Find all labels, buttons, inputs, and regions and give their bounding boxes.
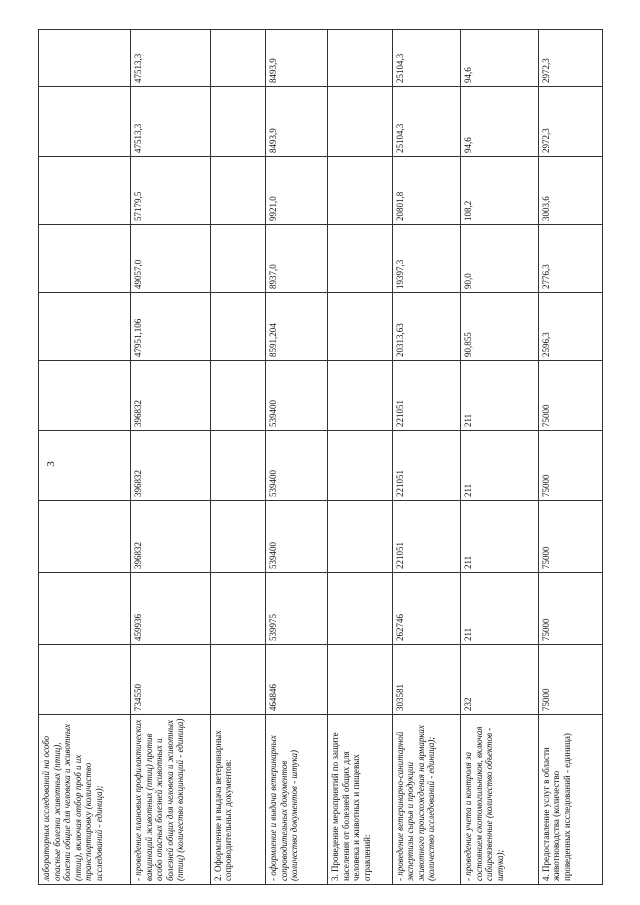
- value-cell: [210, 225, 266, 293]
- row-label: 2. Оформление и выдача ветеринарных сопроводительных документов:: [210, 715, 266, 885]
- value-cell: 539975: [266, 573, 328, 645]
- value-cell: 75000: [538, 501, 602, 573]
- value-cell: 75000: [538, 645, 602, 715]
- value-cell: [39, 361, 131, 431]
- value-cell: [210, 573, 266, 645]
- value-cell: 25104,3: [392, 30, 461, 87]
- value-cell: [210, 501, 266, 573]
- page-number: 3: [45, 461, 57, 467]
- table-row: [328, 30, 392, 885]
- value-cell: 539400: [266, 361, 328, 431]
- value-cell: 396832: [131, 501, 210, 573]
- value-cell: 2972,3: [538, 30, 602, 87]
- value-cell: 75000: [538, 573, 602, 645]
- value-cell: 221051: [392, 501, 461, 573]
- table-row: [39, 30, 131, 885]
- table-body: [39, 30, 603, 885]
- row-label: - проведение учета и контроля за состоянием скотомогильников, включая сибиреязвенные (количество объектов - штука);: [461, 715, 538, 885]
- value-cell: 232: [461, 645, 538, 715]
- value-cell: 539400: [266, 501, 328, 573]
- value-cell: [328, 225, 392, 293]
- value-cell: [328, 293, 392, 361]
- value-cell: [328, 573, 392, 645]
- value-cell: 9921,0: [266, 157, 328, 225]
- table-row: [266, 30, 328, 885]
- value-cell: 211: [461, 361, 538, 431]
- value-cell: [39, 431, 131, 501]
- value-cell: [328, 431, 392, 501]
- value-cell: [328, 30, 392, 87]
- value-cell: 2596,3: [538, 293, 602, 361]
- table-row: [392, 30, 461, 885]
- value-cell: 396832: [131, 431, 210, 501]
- value-cell: 90,0: [461, 225, 538, 293]
- value-cell: 8493,9: [266, 30, 328, 87]
- value-cell: 47951,106: [131, 293, 210, 361]
- value-cell: 303581: [392, 645, 461, 715]
- value-cell: 20313,63: [392, 293, 461, 361]
- value-cell: 8937,0: [266, 225, 328, 293]
- value-cell: 2972,3: [538, 87, 602, 157]
- row-label: - проведение плановых профилактических вакцинаций животных (птиц) против особо опасных болезней животных и болезней общих для человека и животных (птиц) (количество вакцинаций - единица): [131, 715, 210, 885]
- row-label: 4. Предоставление услуг в области животноводства (количество проведенных исследований - единица): [538, 715, 602, 885]
- value-cell: 211: [461, 501, 538, 573]
- table-row: [538, 30, 602, 885]
- value-cell: [328, 157, 392, 225]
- row-label: 3. Проведение мероприятий по защите населения от болезней общих для человека и животных и пищевых отравлений:: [328, 715, 392, 885]
- value-cell: [39, 645, 131, 715]
- value-cell: 94,6: [461, 87, 538, 157]
- value-cell: 25104,3: [392, 87, 461, 157]
- value-cell: [210, 361, 266, 431]
- data-table: [38, 29, 603, 885]
- value-cell: 47513,3: [131, 30, 210, 87]
- value-cell: 459936: [131, 573, 210, 645]
- row-label: лабораторных исследований на особо опасные болезни животных (птиц), болезни общие для человека и животных (птиц), включая отбор проб и их транспортировку (количество исследований - единица);: [39, 715, 131, 885]
- table-row: [210, 30, 266, 885]
- value-cell: 75000: [538, 361, 602, 431]
- value-cell: 75000: [538, 431, 602, 501]
- rotated-table-container: [38, 30, 603, 885]
- value-cell: 211: [461, 573, 538, 645]
- value-cell: 19397,3: [392, 225, 461, 293]
- value-cell: [328, 501, 392, 573]
- value-cell: [210, 87, 266, 157]
- value-cell: 262746: [392, 573, 461, 645]
- value-cell: [39, 30, 131, 87]
- value-cell: [328, 645, 392, 715]
- value-cell: [210, 157, 266, 225]
- value-cell: [39, 87, 131, 157]
- value-cell: 8493,9: [266, 87, 328, 157]
- value-cell: [328, 87, 392, 157]
- value-cell: 20801,8: [392, 157, 461, 225]
- value-cell: 90,855: [461, 293, 538, 361]
- value-cell: [328, 361, 392, 431]
- value-cell: 221051: [392, 431, 461, 501]
- value-cell: 47513,3: [131, 87, 210, 157]
- value-cell: 464846: [266, 645, 328, 715]
- row-label: - проведение ветеринарно-санитарной экспертизы сырья и продукции животного происхождения на ярмарках (количество исследований - единица);: [392, 715, 461, 885]
- value-cell: 539400: [266, 431, 328, 501]
- value-cell: [210, 293, 266, 361]
- value-cell: [39, 573, 131, 645]
- value-cell: 49057,0: [131, 225, 210, 293]
- value-cell: [39, 157, 131, 225]
- value-cell: [210, 30, 266, 87]
- value-cell: [210, 431, 266, 501]
- value-cell: 734550: [131, 645, 210, 715]
- row-label: - оформление и выдача ветеринарных сопроводительных документов (количество документов - штука): [266, 715, 328, 885]
- value-cell: 396832: [131, 361, 210, 431]
- value-cell: [210, 645, 266, 715]
- value-cell: [39, 501, 131, 573]
- value-cell: [39, 225, 131, 293]
- value-cell: 108,2: [461, 157, 538, 225]
- table-row: [461, 30, 538, 885]
- value-cell: 94,6: [461, 30, 538, 87]
- value-cell: 8591,204: [266, 293, 328, 361]
- value-cell: 2776,3: [538, 225, 602, 293]
- value-cell: 3003,6: [538, 157, 602, 225]
- table-row: [131, 30, 210, 885]
- value-cell: 221051: [392, 361, 461, 431]
- value-cell: 57179,5: [131, 157, 210, 225]
- value-cell: 211: [461, 431, 538, 501]
- value-cell: [39, 293, 131, 361]
